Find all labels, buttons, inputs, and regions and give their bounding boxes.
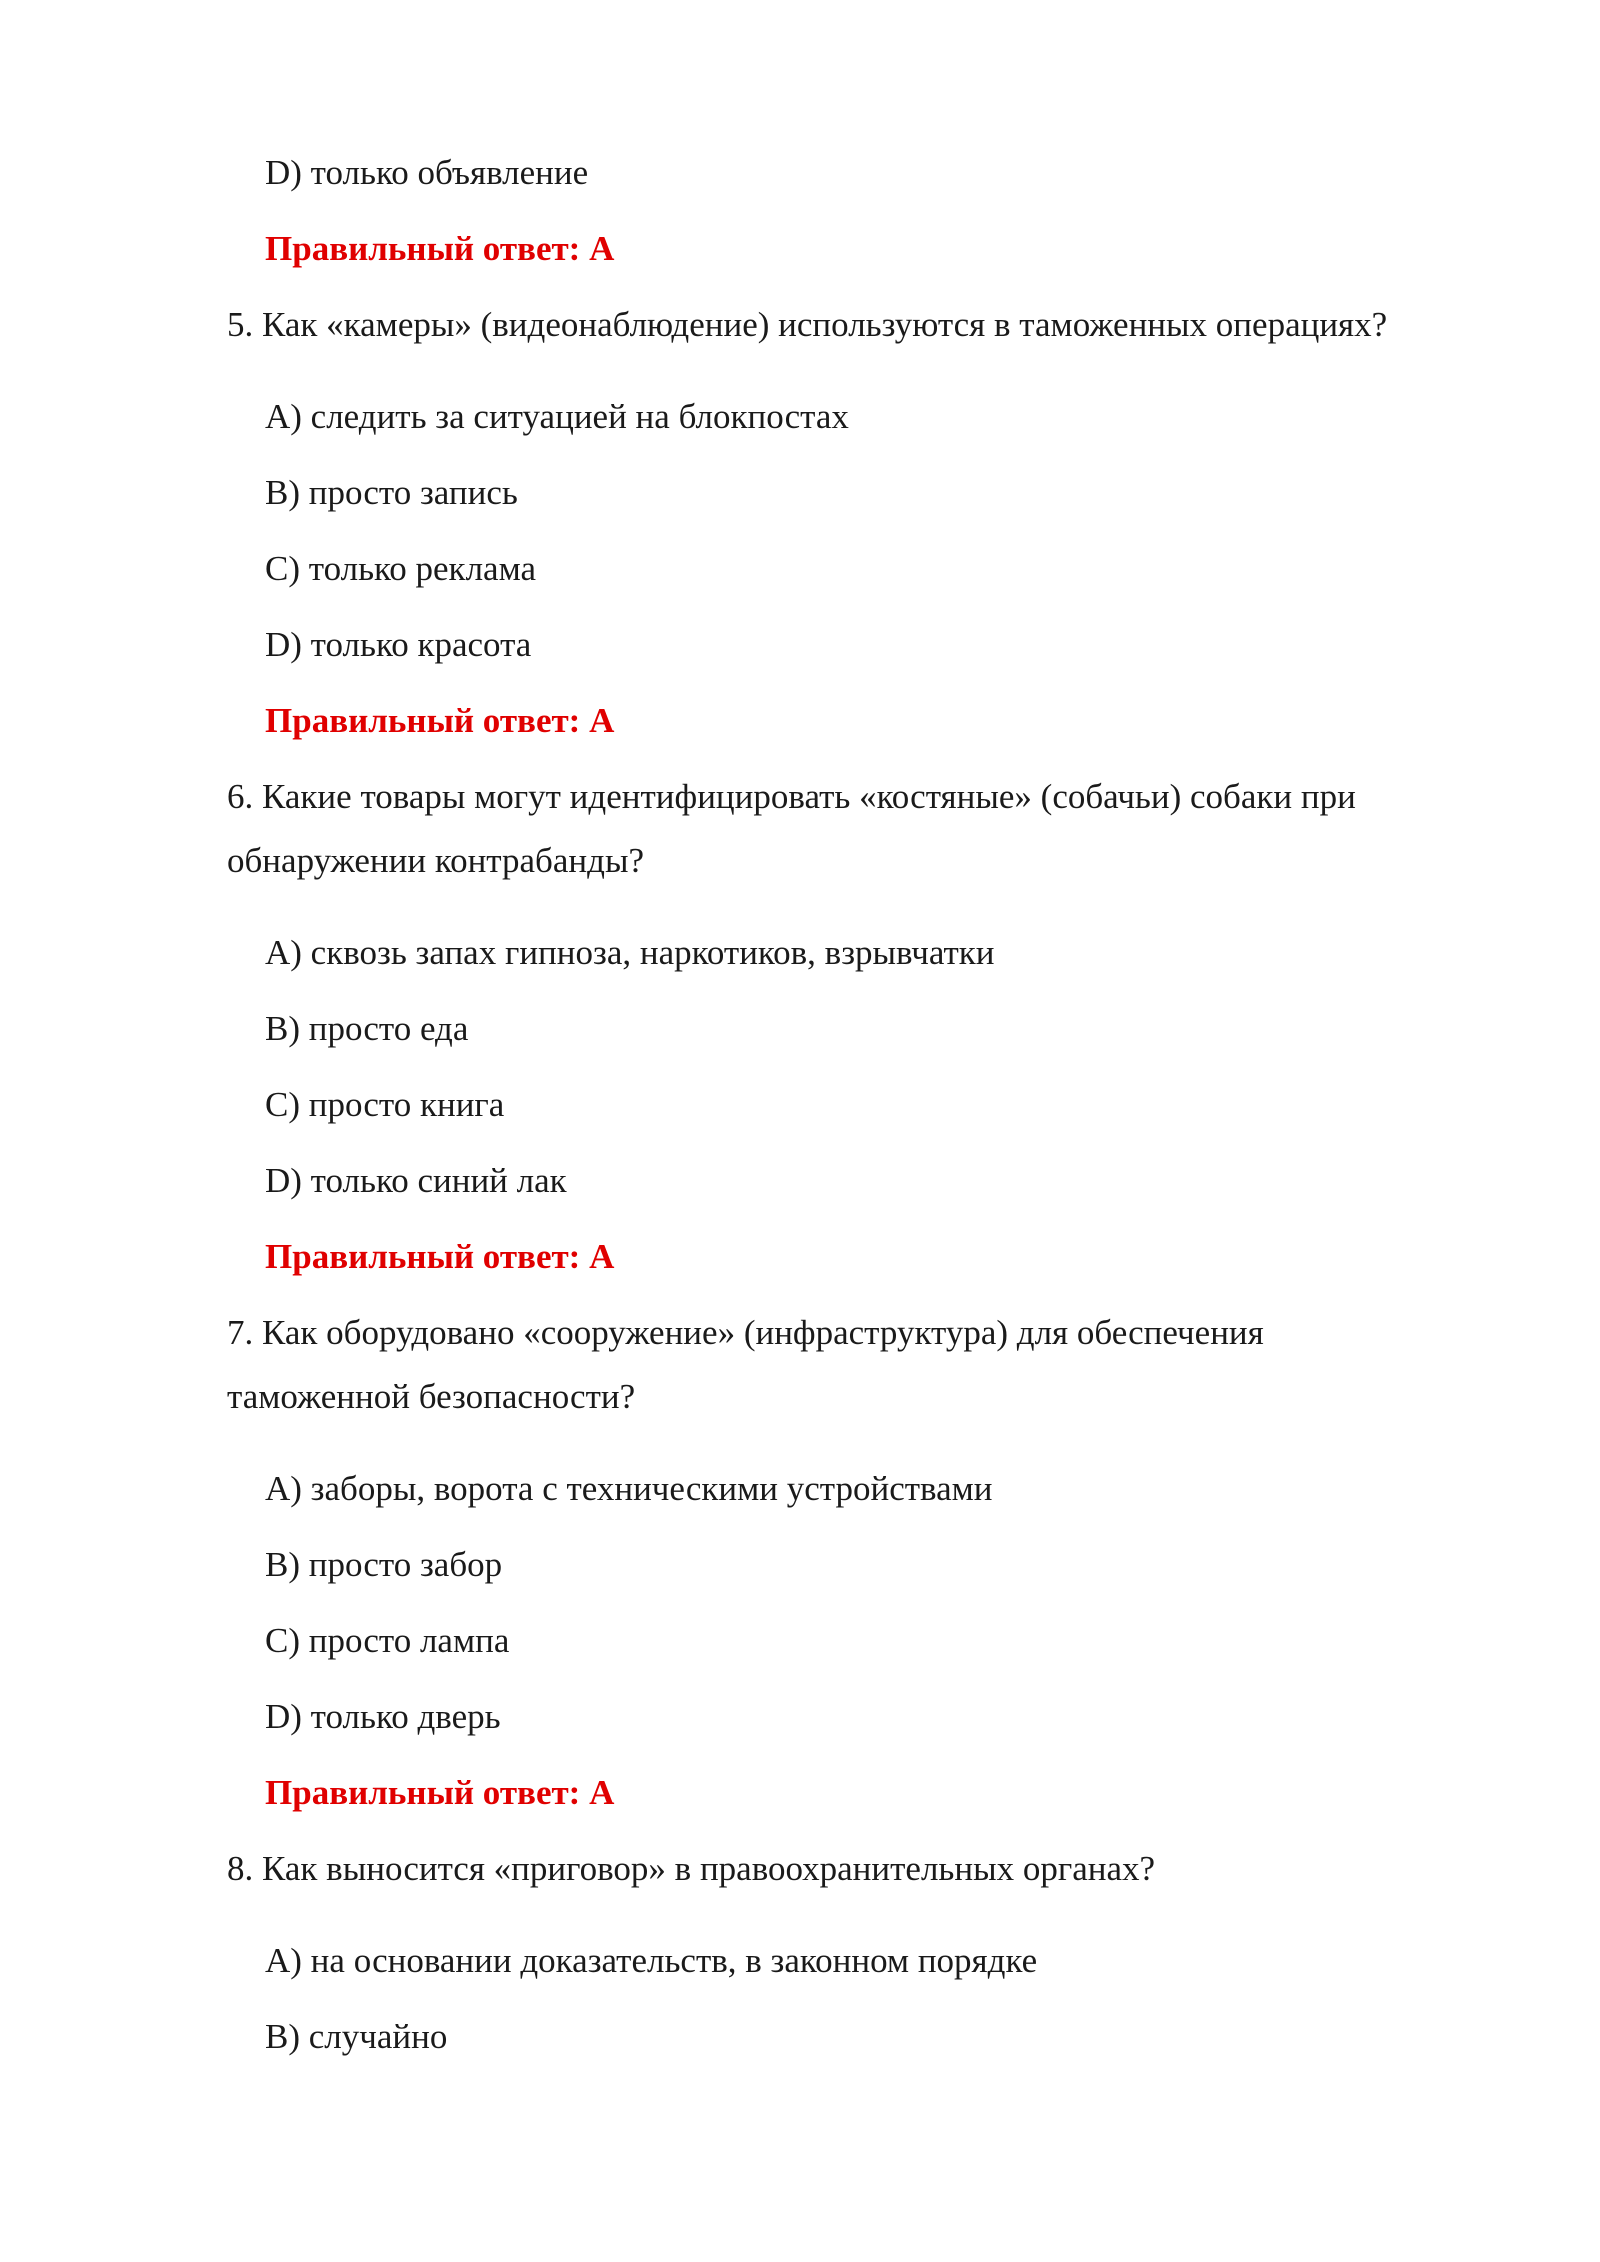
- question-8: 8. Как выносится «приговор» в правоохранительных органах?: [227, 1849, 1156, 1888]
- option-b: B) просто еда: [265, 1009, 469, 1048]
- option-c: C) просто лампа: [265, 1621, 510, 1660]
- option-d: D) только объявление: [265, 153, 589, 192]
- question-5: 5. Как «камеры» (видеонаблюдение) используются в таможенных операциях?: [227, 305, 1388, 344]
- option-b: B) просто забор: [265, 1545, 503, 1584]
- question-6: 6. Какие товары могут идентифицировать «костяные» (собачьи) собаки при: [227, 777, 1356, 816]
- option-c: C) просто книга: [265, 1085, 505, 1124]
- option-d: D) только дверь: [265, 1697, 501, 1736]
- correct-answer: Правильный ответ: A: [265, 1237, 615, 1276]
- option-d: D) только красота: [265, 625, 532, 664]
- question-6-continuation: обнаружении контрабанды?: [227, 841, 644, 880]
- correct-answer: Правильный ответ: A: [265, 701, 615, 740]
- question-7-continuation: таможенной безопасности?: [227, 1377, 636, 1416]
- option-d: D) только синий лак: [265, 1161, 567, 1200]
- option-a: A) заборы, ворота с техническими устройствами: [265, 1469, 993, 1508]
- correct-answer: Правильный ответ: A: [265, 229, 615, 268]
- option-b: B) просто запись: [265, 473, 518, 512]
- question-7: 7. Как оборудовано «сооружение» (инфраструктура) для обеспечения: [227, 1313, 1264, 1352]
- option-a: A) следить за ситуацией на блокпостах: [265, 397, 849, 436]
- option-a: A) на основании доказательств, в законном порядке: [265, 1941, 1038, 1980]
- correct-answer: Правильный ответ: A: [265, 1773, 615, 1812]
- option-a: A) сквозь запах гипноза, наркотиков, взрывчатки: [265, 933, 995, 972]
- option-b: B) случайно: [265, 2017, 448, 2056]
- option-c: C) только реклама: [265, 549, 537, 588]
